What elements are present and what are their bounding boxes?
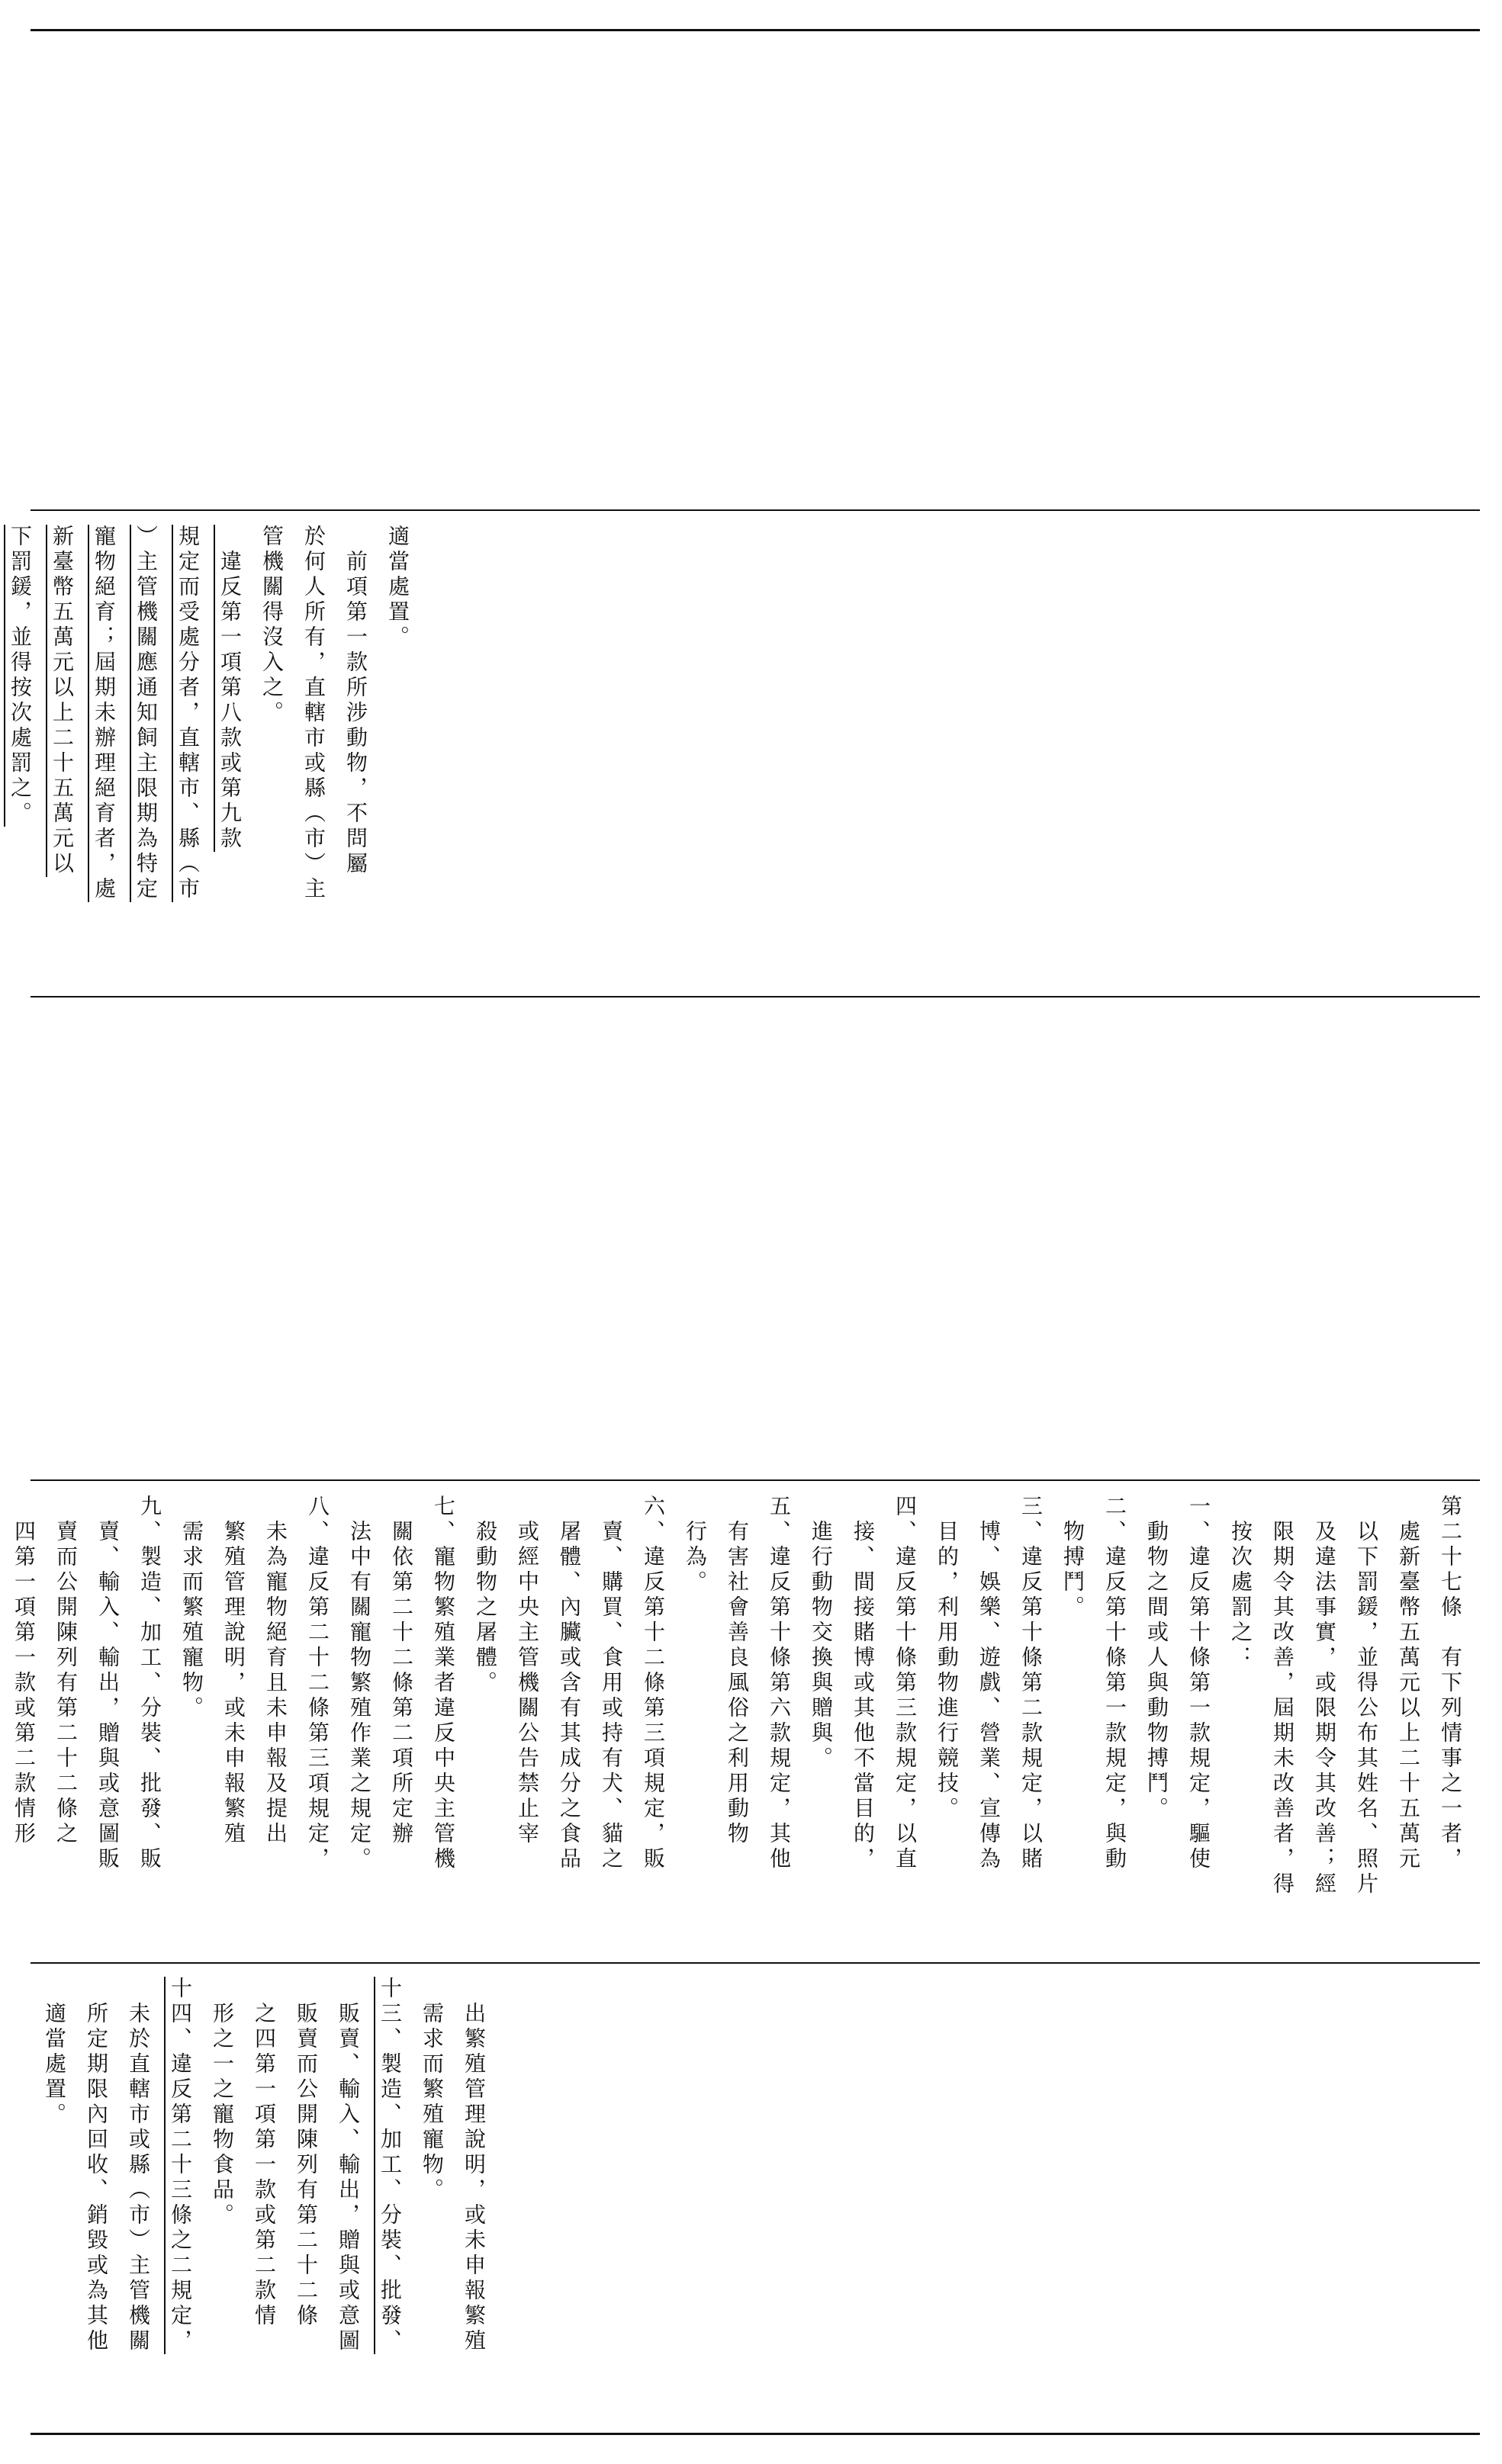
text-line: 前項第一款所涉動物，不問屬 bbox=[343, 525, 368, 877]
divider-top bbox=[31, 29, 1480, 31]
text-line: 形之一之寵物食品。 bbox=[210, 1977, 235, 2228]
text-line: 三、違反第十條第二款規定，以賭 bbox=[1018, 1495, 1044, 1872]
text-line: 關依第二十二條第二項所定辦 bbox=[389, 1495, 414, 1847]
text-line: 七、寵物繁殖業者違反中央主管機 bbox=[431, 1495, 456, 1872]
text-line: 動物之間或人與動物搏鬥。 bbox=[1144, 1495, 1169, 1822]
text-line: 接、間接賭博或其他不當目的， bbox=[851, 1495, 876, 1872]
text-line: 未於直轄市或縣（市）主管機關 bbox=[126, 1977, 151, 2354]
text-line: 一、違反第十條第一款規定，驅使 bbox=[1186, 1495, 1211, 1872]
text-line: 行為。 bbox=[683, 1495, 708, 1595]
text-line: 十三、製造、加工、分裝、批發、 bbox=[378, 1977, 403, 2354]
text-line: 管機關得沒入之。 bbox=[259, 525, 285, 726]
text-line: 博、娛樂、遊戲、營業、宣傳為 bbox=[976, 1495, 1002, 1872]
text-line: 賣、購買、食用或持有犬、貓之 bbox=[599, 1495, 624, 1872]
text-line: 於何人所有，直轄市或縣（市）主 bbox=[301, 525, 326, 902]
text-line: 十四、違反第二十三條之二規定， bbox=[168, 1977, 193, 2354]
text-line: 殺動物之屠體。 bbox=[473, 1495, 498, 1696]
text-line: 出繁殖管理說明，或未申報繁殖 bbox=[462, 1977, 487, 2354]
divider-bottom bbox=[31, 2433, 1480, 2435]
text-line: 二、違反第十條第一款規定，與動 bbox=[1102, 1495, 1127, 1872]
text-line: 新臺幣五萬元以上二十五萬元以 bbox=[50, 525, 75, 877]
text-line: 第二十七條 有下列情事之一者， bbox=[1438, 1495, 1463, 1872]
divider-mid-low bbox=[31, 1962, 1480, 1964]
text-line: 販賣、輸入、輸出，贈與或意圖 bbox=[336, 1977, 361, 2354]
text-line: 以下罰鍰，並得公布其姓名、照片 bbox=[1354, 1495, 1379, 1897]
text-line: 需求而繁殖寵物。 bbox=[179, 1495, 204, 1721]
text-line: 法中有關寵物繁殖作業之規定。 bbox=[347, 1495, 372, 1872]
text-line: 目的，利用動物進行競技。 bbox=[934, 1495, 960, 1822]
text-line: 限期令其改善，屆期未改善者，得 bbox=[1270, 1495, 1295, 1897]
text-line: 或經中央主管機關公告禁止宰 bbox=[515, 1495, 540, 1847]
text-line: 違反第一項第八款或第九款 bbox=[217, 525, 243, 852]
amendment-text-article-27 bbox=[11, 1495, 1471, 1952]
text-line: 需求而繁殖寵物。 bbox=[420, 1977, 445, 2203]
text-line: 有害社會善良風俗之利用動物 bbox=[725, 1495, 750, 1847]
amendment-text-upper-right bbox=[3, 525, 419, 982]
text-line: 處新臺幣五萬元以上二十五萬元 bbox=[1396, 1495, 1421, 1872]
text-line: 寵物絕育；屆期未辦理絕育者，處 bbox=[92, 525, 117, 902]
text-line: 販賣而公開陳列有第二十二條 bbox=[294, 1977, 319, 2329]
current-text-items-13-14 bbox=[22, 1977, 495, 2419]
text-line: 之四第一項第一款或第二款情 bbox=[252, 1977, 277, 2329]
divider-center bbox=[31, 996, 1480, 997]
text-line: 物搏鬥。 bbox=[1060, 1495, 1085, 1621]
text-line: 適當處置。 bbox=[42, 1977, 67, 2128]
text-line: 適當處置。 bbox=[385, 525, 410, 651]
text-line: 屠體、內臟或含有其成分之食品 bbox=[557, 1495, 582, 1872]
text-line: 進行動物交換與贈與。 bbox=[809, 1495, 834, 1772]
text-line: 及違法事實，或限期令其改善；經 bbox=[1312, 1495, 1337, 1897]
divider-upper bbox=[31, 509, 1480, 511]
text-line: 所定期限內回收、銷毀或為其他 bbox=[84, 1977, 109, 2354]
divider-lower bbox=[31, 1479, 1480, 1481]
text-line: ）主管機關應通知飼主限期為特定 bbox=[133, 525, 159, 902]
text-line: 四、違反第十條第三款規定，以直 bbox=[893, 1495, 918, 1872]
text-line: 按次處罰之： bbox=[1228, 1495, 1253, 1671]
text-line: 繁殖管理說明，或未申報繁殖 bbox=[221, 1495, 246, 1847]
text-line: 八、違反第二十二條第三項規定， bbox=[305, 1495, 330, 1872]
text-line: 賣而公開陳列有第二十二條之 bbox=[53, 1495, 79, 1847]
text-line: 九、製造、加工、分裝、批發、販 bbox=[137, 1495, 162, 1872]
text-line: 賣、輸入、輸出，贈與或意圖販 bbox=[95, 1495, 121, 1872]
text-line: 規定而受處分者，直轄市、縣（市 bbox=[175, 525, 201, 902]
text-line: 六、違反第十二條第三項規定，販 bbox=[641, 1495, 666, 1872]
text-line: 五、違反第十條第六款規定，其他 bbox=[767, 1495, 792, 1872]
text-line: 下罰鍰，並得按次處罰之。 bbox=[8, 525, 33, 827]
text-line: 四第一項第一款或第二款情形 bbox=[11, 1495, 37, 1847]
text-line: 未為寵物絕育且未申報及提出 bbox=[263, 1495, 288, 1847]
